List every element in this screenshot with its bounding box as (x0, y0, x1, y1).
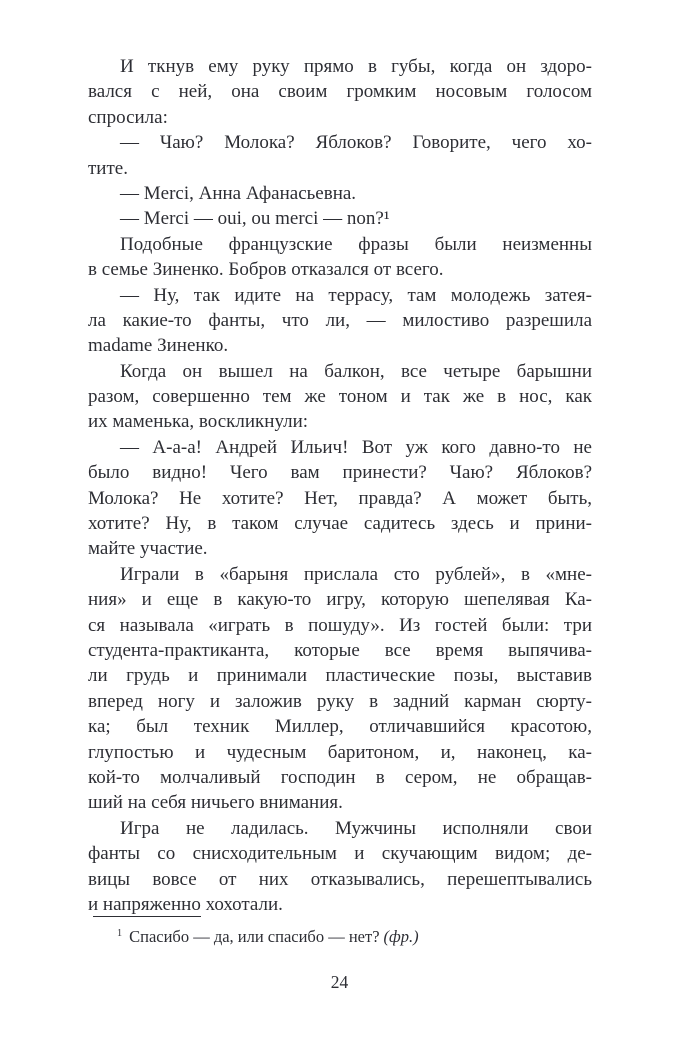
text-line: — Чаю? Молока? Яблоков? Говорите, чего хо- (120, 132, 592, 154)
text-line: разом, совершенно тем же тоном и так же в нос, как (88, 386, 592, 408)
text-line: — А-а-а! Андрей Ильич! Вот уж кого давно-то не (120, 436, 592, 458)
text-line: Играли в «барыня прислала сто рублей», в «мне- (120, 563, 592, 585)
text-line: ший на себя ничьего внимания. (88, 792, 343, 814)
body-text (88, 54, 592, 917)
text-line: — Merci, Анна Афанасьевна. (120, 182, 357, 204)
text-line: — Ну, так идите на террасу, там молодежь затея- (120, 284, 592, 306)
text-line: Подобные французские фразы были неизменны (120, 233, 592, 255)
text-line: кой-то молчаливый господин в сером, не обращав- (88, 766, 592, 788)
text-line: Молока? Не хотите? Нет, правда? А может быть, (88, 487, 592, 509)
text-line: майте участие. (88, 538, 208, 560)
text-line: и напряженно хохотали. (88, 893, 283, 915)
text-line: спросила: (88, 106, 168, 128)
footnote-marker: 1 (117, 927, 123, 939)
page-number: 24 (330, 972, 349, 992)
text-line: в семье Зиненко. Бобров отказался от всего. (88, 259, 444, 281)
text-line: хотите? Ну, в таком случае садитесь здесь и прини- (88, 513, 592, 535)
text-line: их маменька, воскликнули: (88, 411, 309, 433)
text-line: Когда он вышел на балкон, все четыре барышни (120, 360, 592, 382)
text-line: ния» и еще в какую-то игру, которую шепелявая Ка- (88, 589, 592, 611)
text-line: ка; был техник Миллер, отличавшийся красотою, (88, 716, 592, 738)
text-line: И ткнув ему руку прямо в губы, когда он здоро- (120, 56, 592, 77)
text-line: Игра не ладилась. Мужчины исполняли свои (120, 817, 592, 839)
footnote-text: Спасибо — да, или спасибо — нет? (129, 927, 380, 946)
text-line: тите. (88, 157, 128, 179)
text-line: было видно! Чего вам принести? Чаю? Яблоков? (88, 462, 592, 484)
text-line: — Merci — oui, ou merci — non?¹ (120, 208, 390, 230)
text-line: вицы вовсе от них отказывались, перешептывались (88, 868, 592, 890)
text-line: вперед ногу и заложив руку в задний карман сюрту- (88, 690, 592, 712)
footnote-lang-note: (фр.) (383, 927, 419, 946)
text-line: студента-практиканта, которые все время выпячива- (88, 639, 592, 661)
text-line: ла какие-то фанты, что ли, — милостиво разрешила (88, 309, 592, 331)
footnote (88, 926, 592, 947)
text-line: фанты со снисходительным и скучающим видом; де- (88, 843, 592, 865)
footnote-divider (93, 916, 201, 917)
text-line: ся называла «играть в пошуду». Из гостей были: три (88, 614, 592, 636)
text-line: глупостью и чудесным баритоном, и, наконец, ка- (88, 741, 592, 763)
text-line: madame Зиненко. (88, 335, 229, 357)
text-line: ли грудь и принимали пластические позы, выставив (88, 665, 592, 687)
text-line: вался с ней, она своим громким носовым голосом (88, 81, 592, 103)
footnote-area (88, 916, 592, 947)
